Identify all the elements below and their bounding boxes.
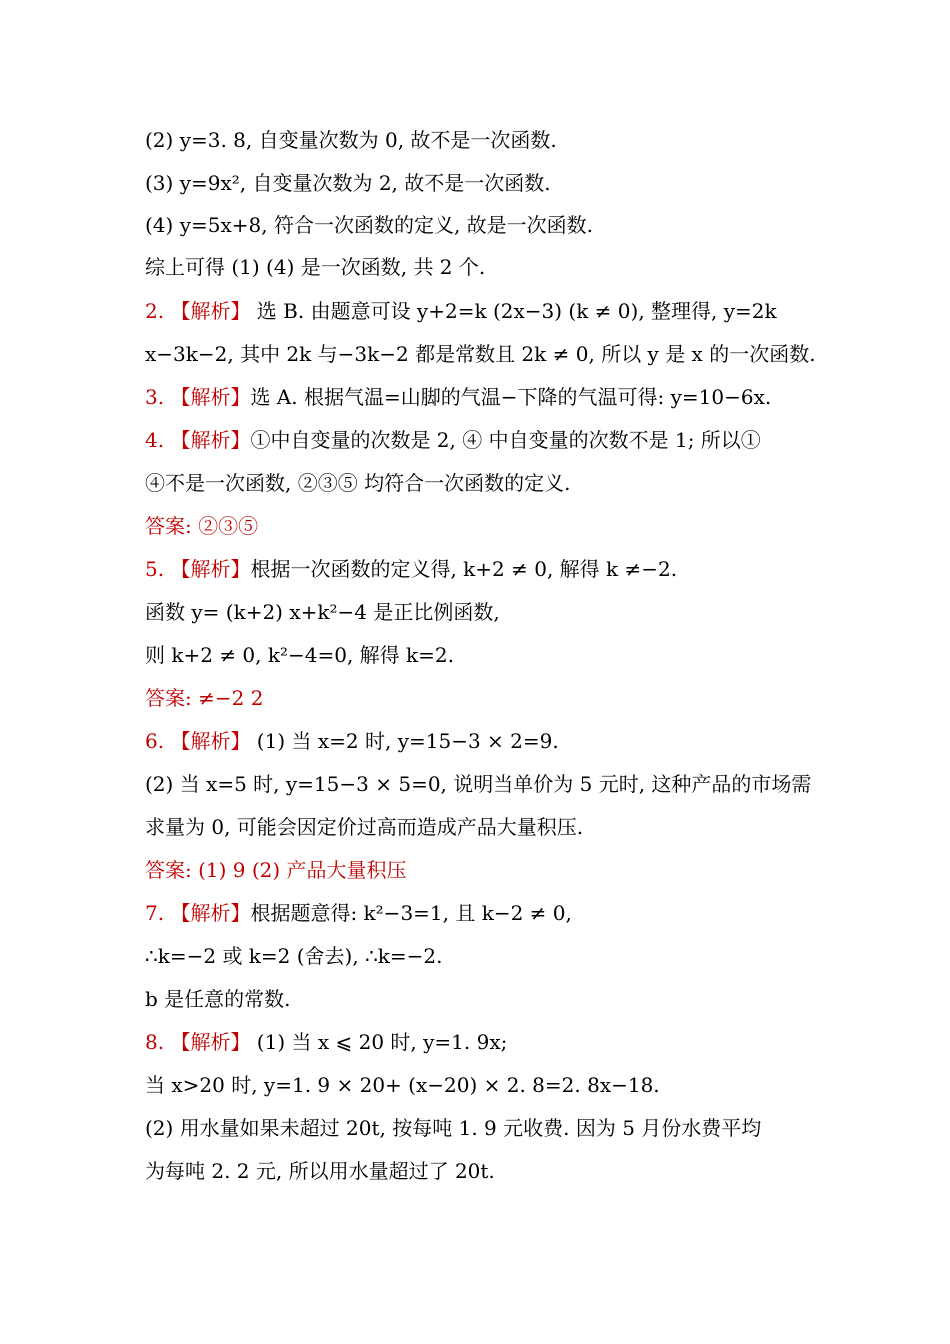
text-line-22 [145, 1027, 825, 1057]
line-text: (1) 当 x ⩽ 20 时, y=1. 9x; [250, 1030, 508, 1054]
analysis-tag: 8. 【解析】 [145, 1030, 251, 1054]
text-line-8 [145, 425, 825, 455]
line-text: ①中自变量的次数是 2, ④ 中自变量的次数不是 1; 所以① [250, 428, 761, 452]
line-text: 求量为 0, 可能会因定价过高而造成产品大量积压. [145, 815, 584, 839]
line-text: 则 k+2 ≠ 0, k²−4=0, 解得 k=2. [145, 643, 455, 667]
analysis-tag: 6. 【解析】 [145, 729, 251, 753]
answer-text: 答案: (1) 9 (2) 产品大量积压 [145, 858, 407, 882]
line-text: 综上可得 (1) (4) 是一次函数, 共 2 个. [145, 255, 486, 279]
line-text: (2) 当 x=5 时, y=15−3 × 5=0, 说明当单价为 5 元时, 这种产品的市场需 [145, 772, 812, 796]
analysis-tag: 3. 【解析】 [145, 385, 251, 409]
answer-line-6 [145, 855, 825, 885]
line-text: b 是任意的常数. [145, 987, 291, 1011]
text-line-24 [145, 1113, 825, 1143]
text-line-4 [145, 252, 825, 282]
text-line-6 [145, 339, 825, 369]
analysis-tag: 5. 【解析】 [145, 557, 251, 581]
text-line-2 [145, 168, 825, 198]
answer-line-4 [145, 511, 825, 541]
line-text: 为每吨 2. 2 元, 所以用水量超过了 20t. [145, 1159, 495, 1183]
line-text: ④不是一次函数, ②③⑤ 均符合一次函数的定义. [145, 471, 571, 495]
analysis-tag: 4. 【解析】 [145, 428, 251, 452]
line-text: (2) y=3. 8, 自变量次数为 0, 故不是一次函数. [145, 128, 557, 152]
text-line-19 [145, 898, 825, 928]
text-line-16 [145, 769, 825, 799]
line-text: (4) y=5x+8, 符合一次函数的定义, 故是一次函数. [145, 213, 594, 237]
line-text: (2) 用水量如果未超过 20t, 按每吨 1. 9 元收费. 因为 5 月份水费平均 [145, 1116, 762, 1140]
line-text: 函数 y= (k+2) x+k²−4 是正比例函数, [145, 600, 500, 624]
line-text: (1) 当 x=2 时, y=15−3 × 2=9. [250, 729, 559, 753]
text-line-17 [145, 812, 825, 842]
text-line-11 [145, 554, 825, 584]
text-line-20 [145, 941, 825, 971]
analysis-tag: 7. 【解析】 [145, 901, 251, 925]
line-text: x−3k−2, 其中 2k 与−3k−2 都是常数且 2k ≠ 0, 所以 y 是 x 的一次函数. [145, 342, 816, 366]
line-text: (3) y=9x², 自变量次数为 2, 故不是一次函数. [145, 171, 551, 195]
analysis-tag: 2. 【解析】 [145, 299, 251, 323]
answer-text: 答案: ≠−2 2 [145, 686, 264, 710]
line-text: 选 A. 根据气温=山脚的气温−下降的气温可得: y=10−6x. [250, 385, 772, 409]
line-text: 根据一次函数的定义得, k+2 ≠ 0, 解得 k ≠−2. [250, 557, 678, 581]
answer-text: 答案: ②③⑤ [145, 514, 259, 538]
text-line-21 [145, 984, 825, 1014]
text-line-12 [145, 597, 825, 627]
text-line-23 [145, 1070, 825, 1100]
answer-line-5 [145, 683, 825, 713]
text-line-15 [145, 726, 825, 756]
line-text: ∴k=−2 或 k=2 (舍去), ∴k=−2. [145, 944, 443, 968]
text-line-1 [145, 125, 825, 155]
text-line-9 [145, 468, 825, 498]
text-line-7 [145, 382, 825, 412]
line-text: 根据题意得: k²−3=1, 且 k−2 ≠ 0, [250, 901, 572, 925]
text-line-25 [145, 1156, 825, 1186]
line-text: 当 x>20 时, y=1. 9 × 20+ (x−20) × 2. 8=2. 8x−18. [145, 1073, 660, 1097]
text-line-5 [145, 296, 825, 326]
text-line-13 [145, 640, 825, 670]
text-line-3 [145, 210, 825, 240]
line-text: 选 B. 由题意可设 y+2=k (2x−3) (k ≠ 0), 整理得, y=2k [250, 299, 777, 323]
